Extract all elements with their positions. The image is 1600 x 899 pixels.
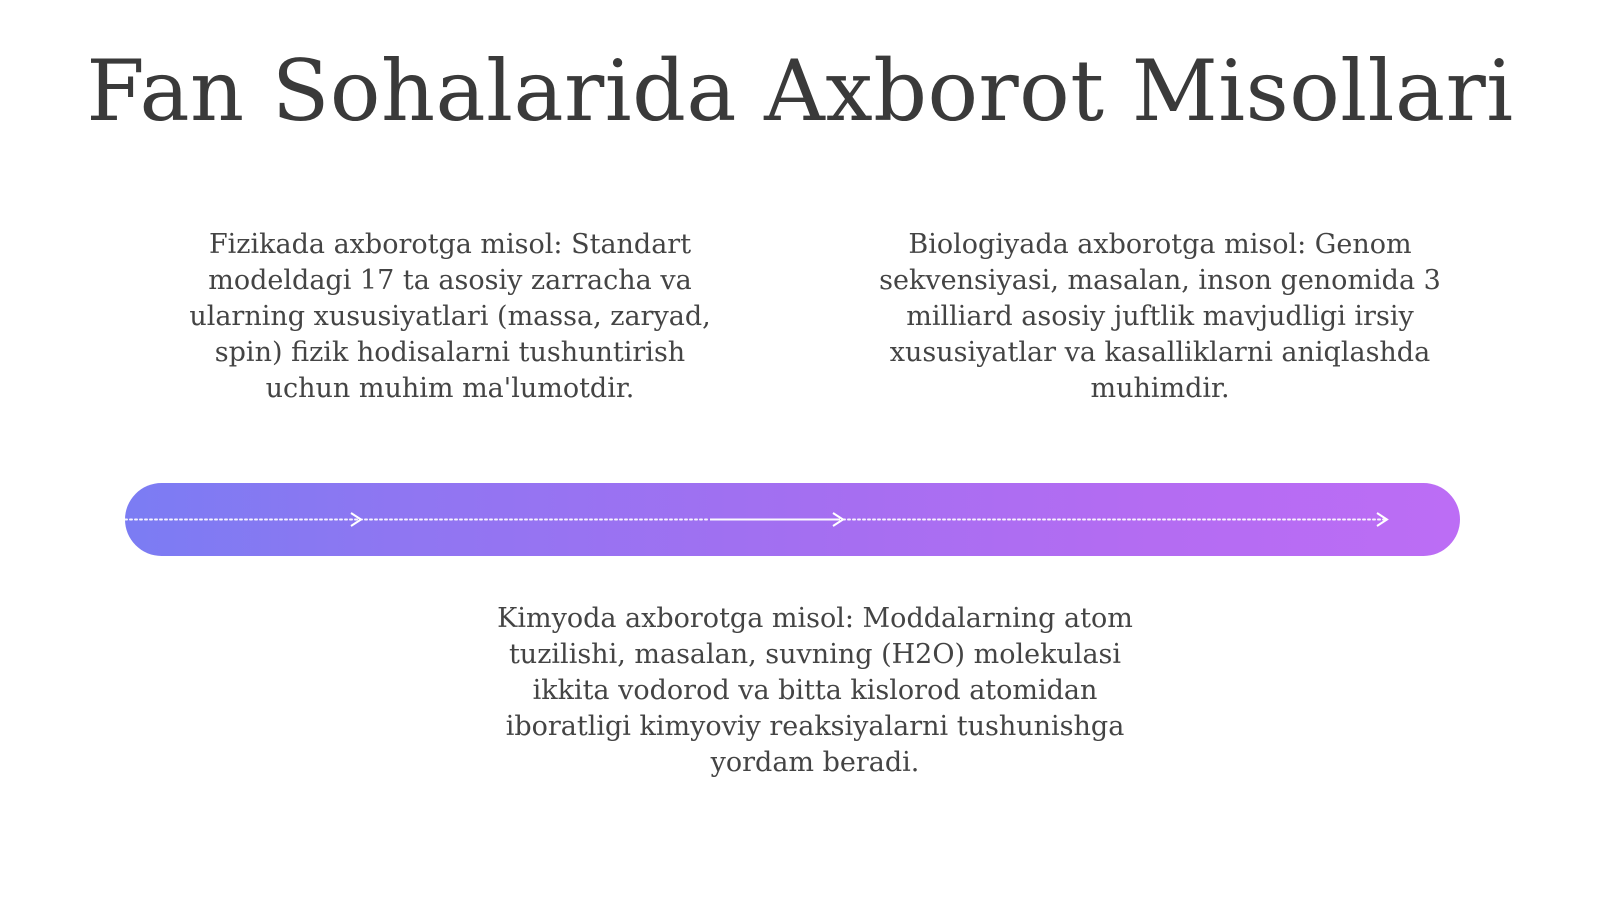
- biology-example-text: Biologiyada axborotga misol: Genom sekvensiyasi, masalan, inson genomida 3 milliard asosiy juftlik mavjudligi irsiy xususiyatlar va kasalliklarni aniqlashda muhimdir.: [879, 229, 1441, 404]
- timeline-bar: [125, 483, 1460, 556]
- physics-example-text: Fizikada axborotga misol: Standart modeldagi 17 ta asosiy zarracha va ularning xususiyatlari (massa, zaryad, spin) fizik hodisalarni tushuntirish uchun muhim ma'lumotdir.: [189, 229, 711, 404]
- timeline-arrows: [125, 483, 1460, 556]
- chemistry-example-text: Kimyoda axborotga misol: Moddalarning atom tuzilishi, masalan, suvning (H2O) molekulasi ikkita vodorod va bitta kislorod atomidan iboratligi kimyoviy reaksiyalarni tushunishga yordam beradi.: [497, 603, 1133, 778]
- slide-title: Fan Sohalarida Axborot Misollari: [86, 42, 1514, 140]
